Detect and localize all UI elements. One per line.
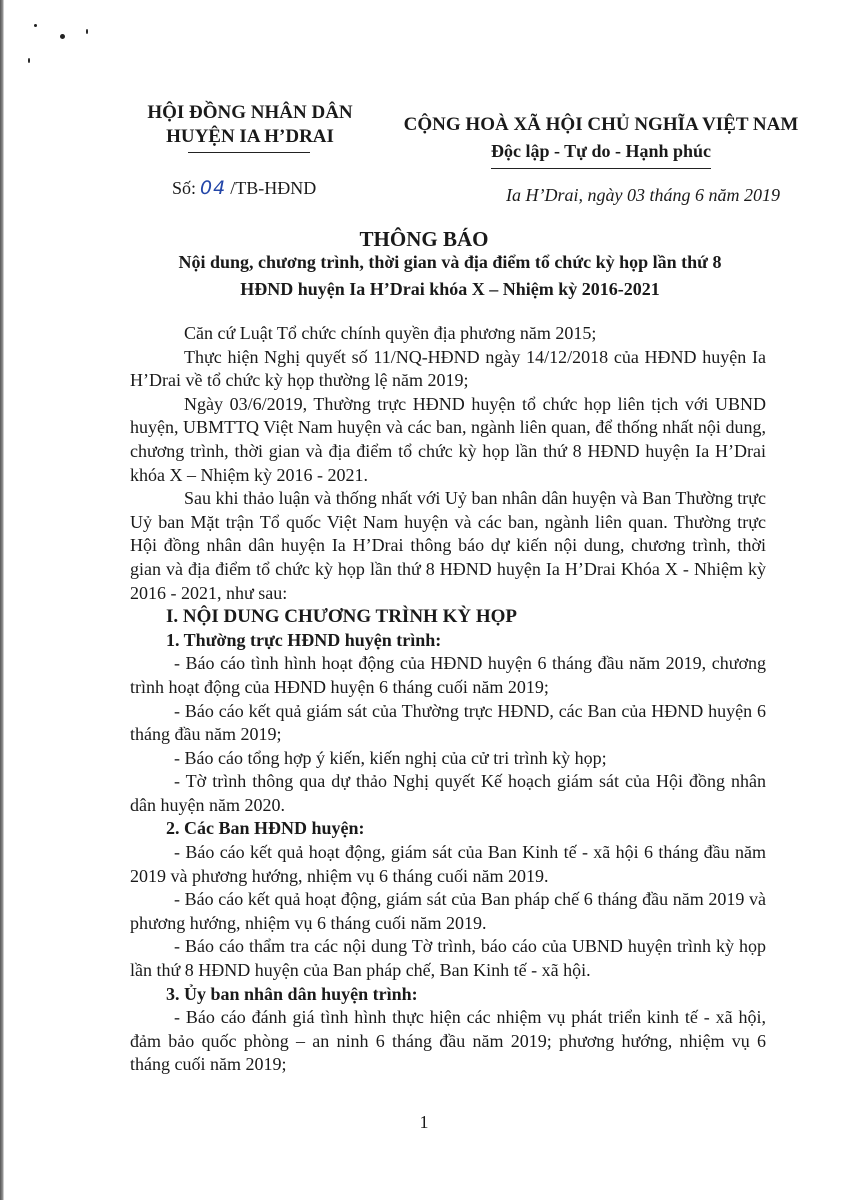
document-date: Ia H’Drai, ngày 03 tháng 6 năm 2019 — [506, 185, 780, 205]
list-item: - Báo cáo đánh giá tình hình thực hiện các nhiệm vụ phát triển kinh tế - xã hội, đảm bảo quốc phòng – an ninh 6 tháng đầu năm 2019; phương hướng, nhiệm vụ 6 tháng cuối năm 2019; — [130, 1007, 766, 1075]
doc-number-suffix: /TB-HĐND — [230, 178, 317, 198]
subtitle-line: Nội dung, chương trình, thời gian và địa điểm tổ chức kỳ họp lần thứ 8 — [178, 252, 722, 272]
list-item: - Tờ trình thông qua dự thảo Nghị quyết Kế hoạch giám sát của Hội đồng nhân dân huyện năm 2020. — [130, 771, 766, 815]
page-number: 1 — [419, 1112, 429, 1132]
nation-header — [370, 112, 832, 165]
subsection-heading: 1. Thường trực HĐND huyện trình: — [166, 629, 442, 650]
council-district: HUYỆN IA H’DRAI — [166, 126, 334, 147]
body-paragraph: Ngày 03/6/2019, Thường trực HĐND huyện tổ chức họp liên tịch với UBND huyện, UBMTTQ Việt Nam huyện và các ban, ngành liên quan, để thống nhất nội dung, chương trình, thời gian và địa điểm tổ chức kỳ họp lần thứ 8 HĐND huyện Ia H’Drai khóa X – Nhiệm kỳ 2016 - 2021. — [130, 393, 766, 485]
list-item: - Báo cáo kết quả hoạt động, giám sát của Ban Kinh tế - xã hội 6 tháng đầu năm 2019 và phương hướng, nhiệm vụ 6 tháng cuối năm 2019. — [130, 842, 766, 886]
subsection-heading: 3. Ủy ban nhân dân huyện trình: — [166, 983, 418, 1004]
document-subtitle — [130, 249, 770, 303]
body-paragraph: Thực hiện Nghị quyết số 11/NQ-HĐND ngày 14/12/2018 của HĐND huyện Ia H’Drai về tổ chức kỳ họp thường lệ năm 2019; — [130, 346, 766, 391]
body-paragraph: Sau khi thảo luận và thống nhất với Uỷ ban nhân dân huyện và Ban Thường trực Uỷ ban Mặt trận Tổ quốc Việt Nam huyện và các ban, ngành liên quan. Thường trực Hội đồng nhân dân huyện Ia H’Drai thông báo dự kiến nội dung, chương trình, thời gian và địa điểm tổ chức kỳ họp lần thứ 8 HĐND huyện Ia H’Drai Khóa X - Nhiệm kỳ 2016 - 2021, như sau: — [130, 488, 766, 603]
list-item: - Báo cáo tổng hợp ý kiến, kiến nghị của cử tri trình kỳ họp; — [174, 747, 607, 768]
doc-number-prefix: Số: — [172, 178, 197, 198]
document-title: THÔNG BÁO — [359, 227, 489, 251]
scan-edge — [0, 0, 4, 1200]
subsection-heading: 2. Các Ban HĐND huyện: — [166, 818, 365, 839]
list-item: - Báo cáo kết quả giám sát của Thường trực HĐND, các Ban của HĐND huyện 6 tháng đầu năm 2019; — [130, 700, 766, 745]
nation-motto: Độc lập - Tự do - Hạnh phúc — [491, 138, 711, 164]
list-item: - Báo cáo kết quả hoạt động, giám sát của Ban pháp chế 6 tháng đầu năm 2019 và phương hướng, nhiệm vụ 6 tháng cuối năm 2019. — [130, 889, 766, 933]
doc-number-handwritten: 04 — [200, 177, 227, 199]
list-item: - Báo cáo tình hình hoạt động của HĐND huyện 6 tháng đầu năm 2019, chương trình hoạt động của HĐND huyện 6 tháng cuối năm 2019; — [130, 653, 766, 697]
nation-name: CỘNG HOÀ XÃ HỘI CHỦ NGHĨA VIỆT NAM — [403, 114, 799, 135]
scan-speck — [60, 34, 65, 39]
council-name: HỘI ĐỒNG NHÂN DÂN — [147, 102, 353, 123]
body-paragraph: Căn cứ Luật Tổ chức chính quyền địa phương năm 2015; — [184, 323, 597, 343]
section-heading: I. NỘI DUNG CHƯƠNG TRÌNH KỲ HỌP — [166, 606, 517, 628]
subtitle-line: HĐND huyện Ia H’Drai khóa X – Nhiệm kỳ 2016-2021 — [240, 279, 660, 299]
scan-speck — [28, 58, 30, 63]
council-header — [130, 101, 370, 149]
document-number — [172, 176, 316, 200]
document-body — [130, 322, 766, 1077]
list-item: - Báo cáo thẩm tra các nội dung Tờ trình, báo cáo của UBND huyện trình kỳ họp lần thứ 8 HĐND huyện của Ban pháp chế, Ban Kinh tế - xã hội. — [130, 936, 766, 981]
scan-speck — [34, 24, 37, 27]
scan-speck — [86, 29, 88, 34]
